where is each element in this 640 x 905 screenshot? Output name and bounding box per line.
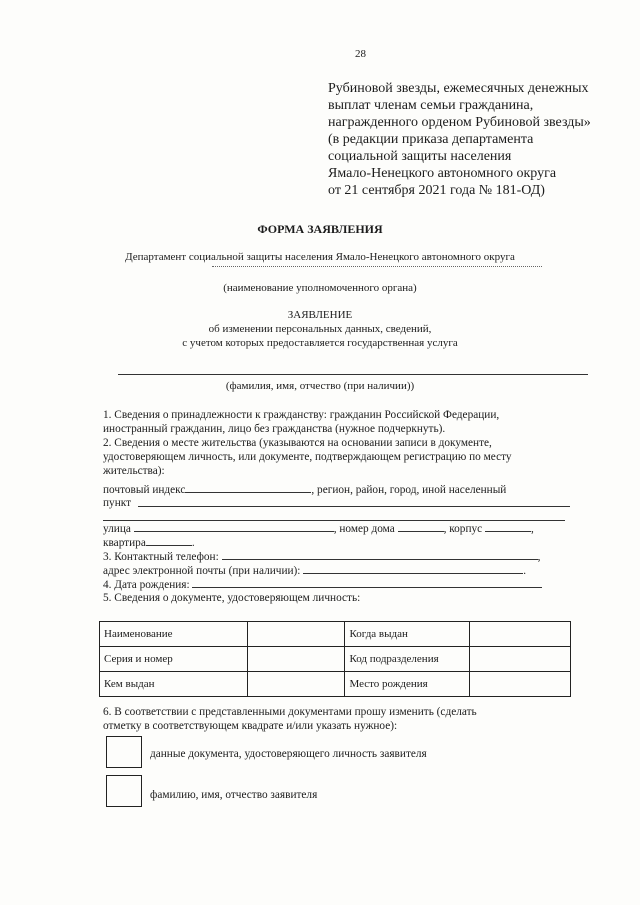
email-field[interactable] [303, 563, 523, 574]
header-line: Ямало-Ненецкого автономного округа [328, 166, 557, 181]
korpus-label: , корпус [443, 523, 483, 535]
street-row: улица , номер дома , корпус , [103, 523, 534, 535]
table-row [100, 622, 571, 647]
punkt-field[interactable] [138, 506, 570, 507]
postal-index-row [103, 482, 506, 497]
email-label: адрес электронной почты (при наличии): [103, 565, 301, 577]
section-2-text: 2. Сведения о месте жительства (указываются на основании записи в документе, [103, 437, 492, 449]
street-label: улица [103, 523, 131, 535]
series-number-field[interactable] [247, 647, 345, 672]
header-line: награжденного орденом Рубиновой звезды» [328, 115, 591, 130]
section-2-text: жительства): [103, 465, 165, 477]
section-6-text: отметку в соответствующем квадрате и/или указать нужное): [103, 720, 398, 732]
house-number-label: , номер дома [333, 523, 395, 535]
form-title: ФОРМА ЗАЯВЛЕНИЯ [257, 222, 383, 236]
phone-label: 3. Контактный телефон: [103, 551, 219, 563]
kvartira-row: квартира . [103, 537, 195, 549]
email-row: адрес электронной почты (при наличии): . [103, 565, 527, 577]
option-2-checkbox[interactable] [106, 775, 142, 807]
house-number-field[interactable] [398, 521, 444, 532]
statement-subtitle: об изменении персональных данных, сведений, [208, 323, 432, 335]
birth-date-field[interactable] [192, 577, 542, 588]
fio-caption: (фамилия, имя, отчество (при наличии)) [225, 380, 415, 392]
birth-date-label: 4. Дата рождения: [103, 579, 190, 591]
option-1-checkbox[interactable] [106, 736, 142, 768]
header-line: от 21 сентября 2021 года № 181-ОД) [328, 183, 545, 198]
division-code-label: Код подразделения [345, 647, 470, 672]
punkt-label: пункт [103, 497, 132, 509]
doc-name-field[interactable] [247, 622, 345, 647]
kvartira-field[interactable] [146, 535, 192, 546]
organization-underline [212, 266, 542, 267]
birth-date-row [103, 577, 542, 592]
header-line: выплат членам семьи гражданина, [328, 98, 534, 113]
korpus-field[interactable] [485, 521, 531, 532]
postal-index-field[interactable] [185, 482, 311, 493]
header-line: (в редакции приказа департамента [328, 132, 534, 147]
organization-name: Департамент социальной защиты населения Ямало-Ненецкого автономного округа [125, 251, 515, 263]
statement-title: ЗАЯВЛЕНИЕ [287, 309, 353, 321]
series-number-label: Серия и номер [100, 647, 248, 672]
issued-by-field[interactable] [247, 672, 345, 697]
postal-index-label: почтовый индекс [103, 484, 186, 496]
identity-document-table [99, 621, 571, 697]
fio-field[interactable] [118, 374, 588, 375]
section-6-text: 6. В соответствии с представленными документами прошу изменить (сделать [103, 706, 477, 718]
option-1-label: данные документа, удостоверяющего личность заявителя [150, 748, 427, 760]
birth-place-field[interactable] [470, 672, 571, 697]
section-2-text: удостоверяющем личность, или документе, подтверждающем регистрацию по месту [103, 451, 512, 463]
region-label: , регион, район, город, иной населенный [311, 484, 507, 496]
issue-date-field[interactable] [470, 622, 571, 647]
organization-caption: (наименование уполномоченного органа) [223, 282, 417, 294]
header-line: социальной защиты населения [328, 149, 512, 164]
issue-date-label: Когда выдан [345, 622, 470, 647]
street-field[interactable] [134, 521, 334, 532]
issued-by-label: Кем выдан [100, 672, 248, 697]
division-code-field[interactable] [470, 647, 571, 672]
kvartira-label: квартира [103, 537, 146, 549]
birth-place-label: Место рождения [345, 672, 470, 697]
table-row [100, 672, 571, 697]
table-row [100, 647, 571, 672]
phone-field[interactable] [222, 549, 538, 560]
option-2-label: фамилию, имя, отчество заявителя [150, 789, 318, 801]
statement-subtitle: с учетом которых предоставляется государственная услуга [182, 337, 458, 349]
section-5-text: 5. Сведения о документе, удостоверяющем личность: [103, 592, 361, 604]
section-1-text: иностранный гражданин, лицо без гражданства (нужное подчеркнуть). [103, 423, 446, 435]
phone-row: 3. Контактный телефон: , [103, 551, 541, 563]
page-number: 28 [355, 48, 366, 60]
doc-name-label: Наименование [100, 622, 248, 647]
header-line: Рубиновой звезды, ежемесячных денежных [328, 81, 589, 96]
section-1-text: 1. Сведения о принадлежности к гражданству: гражданин Российской Федерации, [103, 409, 500, 421]
